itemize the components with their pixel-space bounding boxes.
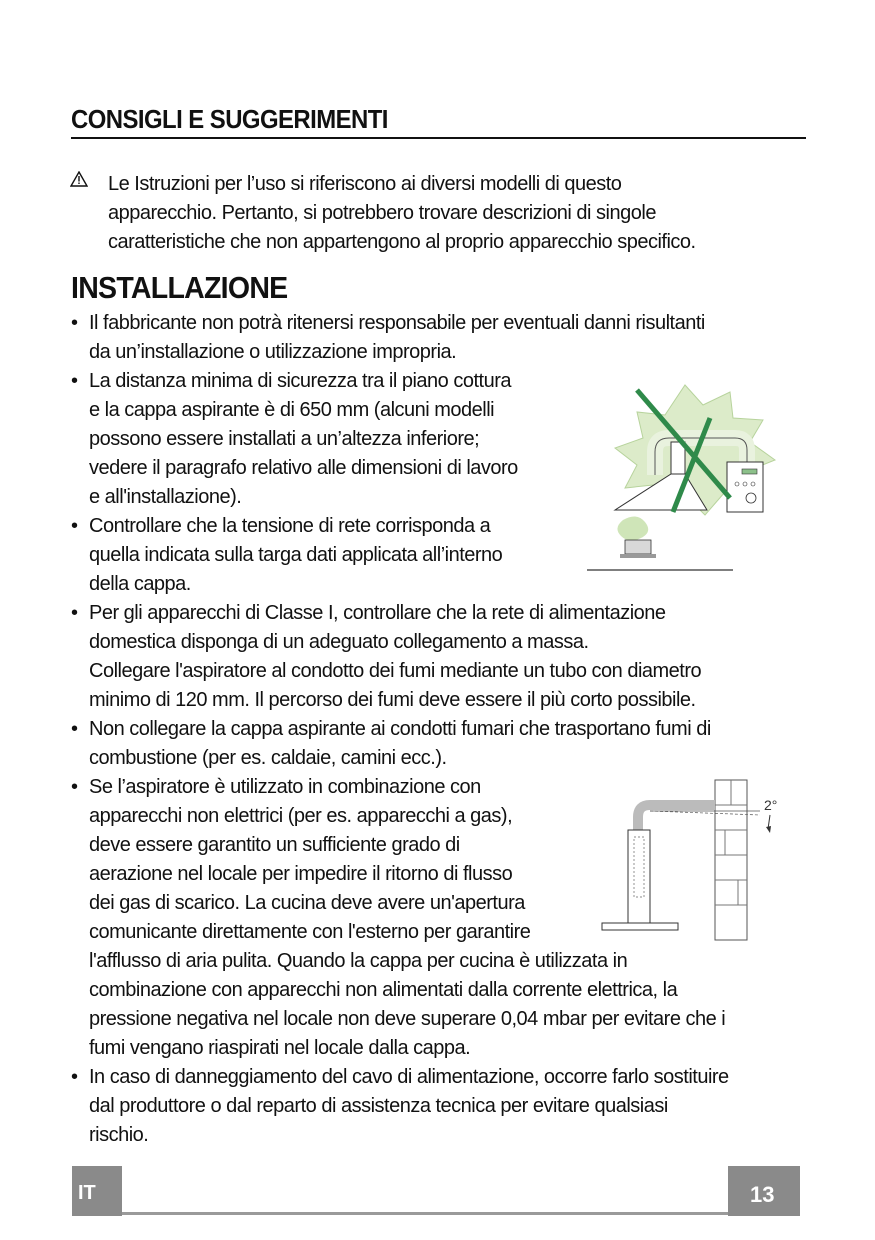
bullet-line: quella indicata sulla targa dati applicata all’interno bbox=[89, 544, 503, 566]
section-title-installazione: INSTALLAZIONE bbox=[71, 270, 288, 305]
bullet-line: fumi vengano riaspirati nel locale dalla cappa. bbox=[89, 1037, 471, 1059]
bullet-line: Se l’aspiratore è utilizzato in combinazione con bbox=[89, 776, 481, 798]
hood-base bbox=[602, 923, 678, 930]
bullet-line: e la cappa aspirante è di 650 mm (alcuni modelli bbox=[89, 399, 495, 421]
bullet-line: rischio. bbox=[89, 1124, 149, 1146]
bullet-line: dei gas di scarico. La cucina deve avere un'apertura bbox=[89, 892, 525, 914]
section-title-consigli: CONSIGLI E SUGGERIMENTI bbox=[71, 104, 388, 134]
language-label: IT bbox=[78, 1182, 96, 1204]
cooking-pot bbox=[625, 540, 651, 554]
language-tab bbox=[72, 1166, 122, 1216]
bullet-dot: • bbox=[71, 1066, 78, 1088]
duct-elbow bbox=[638, 805, 715, 830]
bullet-line: dal produttore o dal reparto di assistenza tecnica per evitare qualsiasi bbox=[89, 1095, 668, 1117]
warning-icon bbox=[70, 171, 88, 187]
bullet-line: pressione negativa nel locale non deve superare 0,04 mbar per evitare che i bbox=[89, 1008, 726, 1030]
bullet-dot: • bbox=[71, 776, 78, 798]
bullet-line: da un’installazione o utilizzazione impropria. bbox=[89, 341, 457, 363]
bullet-line: comunicante direttamente con l'esterno per garantire bbox=[89, 921, 531, 943]
title-underline bbox=[71, 137, 806, 139]
footer-rule bbox=[72, 1212, 800, 1215]
bullet-line: combinazione con apparecchi non alimentati dalla corrente elettrica, la bbox=[89, 979, 678, 1001]
bullet-line: minimo di 120 mm. Il percorso dei fumi deve essere il più corto possibile. bbox=[89, 689, 696, 711]
chimney-column bbox=[628, 830, 650, 923]
bullet-line: l'afflusso di aria pulita. Quando la cappa per cucina è utilizzata in bbox=[89, 950, 628, 972]
bullet-line: aerazione nel locale per impedire il ritorno di flusso bbox=[89, 863, 513, 885]
usage-note bbox=[108, 170, 768, 257]
bullet-line: La distanza minima di sicurezza tra il piano cottura bbox=[89, 370, 511, 392]
page-number: 13 bbox=[750, 1182, 775, 1207]
bullet-line: Collegare l'aspiratore al condotto dei fumi mediante un tubo con diametro bbox=[89, 660, 702, 682]
bullet-dot: • bbox=[71, 515, 78, 537]
note-line: apparecchio. Pertanto, si potrebbero trovare descrizioni di singole bbox=[108, 202, 656, 224]
page-number-tab bbox=[728, 1166, 800, 1216]
bullet-line: della cappa. bbox=[89, 573, 191, 595]
hood-distance-illustration bbox=[585, 380, 785, 575]
bullet-line: vedere il paragrafo relativo alle dimensioni di lavoro bbox=[89, 457, 518, 479]
bullet-dot: • bbox=[71, 602, 78, 624]
bullet-line: possono essere installati a un’altezza inferiore; bbox=[89, 428, 480, 450]
bullet-line: In caso di danneggiamento del cavo di alimentazione, occorre farlo sostituire bbox=[89, 1066, 729, 1088]
bullet-line: Non collegare la cappa aspirante ai condotti fumari che trasportano fumi di bbox=[89, 718, 711, 740]
bullet-line: combustione (per es. caldaie, camini ecc.). bbox=[89, 747, 447, 769]
note-line: Le Istruzioni per l’uso si riferiscono ai diversi modelli di questo bbox=[108, 173, 622, 195]
bullet-dot: • bbox=[71, 718, 78, 740]
bullet-line: domestica disponga di un adeguato collegamento a massa. bbox=[89, 631, 589, 653]
bullet-line: apparecchi non elettrici (per es. apparecchi a gas), bbox=[89, 805, 513, 827]
cooking-steam bbox=[617, 516, 648, 540]
bullet-line: Per gli apparecchi di Classe I, controllare che la rete di alimentazione bbox=[89, 602, 666, 624]
bullet-line: e all'installazione). bbox=[89, 486, 242, 508]
bullet-dot: • bbox=[71, 312, 78, 334]
bullet-line: Controllare che la tensione di rete corrisponda a bbox=[89, 515, 491, 537]
duct-slope-illustration bbox=[600, 775, 790, 945]
bullet-dot: • bbox=[71, 370, 78, 392]
angle-label: 2° bbox=[764, 797, 778, 813]
bullet-line: Il fabbricante non potrà ritenersi responsabile per eventuali danni risultanti bbox=[89, 312, 705, 334]
bullet-line: deve essere garantito un sufficiente grado di bbox=[89, 834, 460, 856]
note-line: caratteristiche che non appartengono al proprio apparecchio specifico. bbox=[108, 231, 696, 253]
